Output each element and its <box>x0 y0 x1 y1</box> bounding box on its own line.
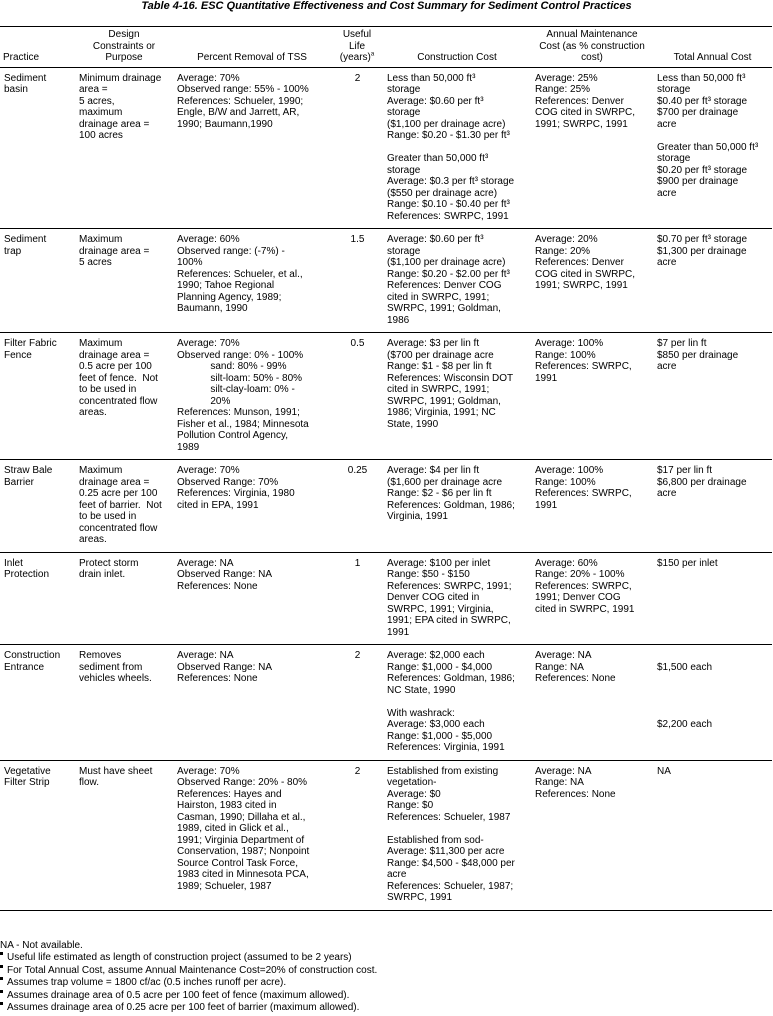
footnote-marker <box>0 1002 3 1005</box>
cell-maintenance: Average: 25% Range: 25% References: Denver COG cited in SWRPC, 1991; SWRPC, 1991 <box>531 67 653 229</box>
cell-maintenance: Average: 100% Range: 100% References: SWRPC, 1991 <box>531 460 653 553</box>
footnote-marker <box>0 952 3 955</box>
cell-removal: Average: NA Observed Range: NA References: None <box>173 645 331 761</box>
cell-maintenance: Average: 60% Range: 20% - 100% References: SWRPC, 1991; Denver COG cited in SWRPC, 1991 <box>531 552 653 645</box>
header-life: Useful Life (years)$^a$ <box>331 27 383 68</box>
cell-design: Must have sheet flow. <box>75 760 173 910</box>
cell-removal: Average: NA Observed Range: NA References: None <box>173 552 331 645</box>
cell-practice: Inlet Protection <box>0 552 75 645</box>
table-row <box>0 67 772 229</box>
cell-design: Protect storm drain inlet. <box>75 552 173 645</box>
cell-life: 0.5 <box>331 333 383 460</box>
cell-life: 2 <box>331 645 383 761</box>
table-row <box>0 645 772 761</box>
cell-removal: Average: 70% Observed range: 0% - 100% sand: 80% - 99% silt-loam: 50% - 80% silt-clay-loam: 0% - 20% References: Munson, 1991; Fisher et al., 1984; Minnesota Pollution Control Agency, 1989 <box>173 333 331 460</box>
cell-total: $17 per lin ft $6,800 per drainage acre <box>653 460 772 553</box>
cell-total: $0.70 per ft³ storage $1,300 per drainage acre <box>653 229 772 333</box>
cell-maintenance: Average: 100% Range: 100% References: SWRPC, 1991 <box>531 333 653 460</box>
cell-construction: Established from existing vegetation- Average: $0 Range: $0 References: Schueler, 1987 Established from sod- Average: $11,300 per acre Range: $4,500 - $48,000 per acre References: Schueler, 1987; SWRPC, 1991 <box>383 760 531 910</box>
table-footnotes <box>0 940 773 1014</box>
footnote: For Total Annual Cost, assume Annual Maintenance Cost=20% of construction cost. <box>0 965 773 977</box>
header-practice: Practice <box>0 27 75 68</box>
cell-construction: Average: $3 per lin ft ($700 per drainage acre Range: $1 - $8 per lin ft References: Wisconsin DOT cited in SWRPC, 1991; SWRPC, 1991; Goldman, 1986; Virginia, 1991; NC State, 1990 <box>383 333 531 460</box>
cell-life: 2 <box>331 760 383 910</box>
cell-removal: Average: 70% Observed range: 55% - 100% References: Schueler, 1990; Engle, B/W and Jarrett, AR, 1990; Baumann,1990 <box>173 67 331 229</box>
cell-practice: Construction Entrance <box>0 645 75 761</box>
header-construction: Construction Cost <box>383 27 531 68</box>
cell-removal: Average: 70% Observed Range: 70% References: Virginia, 1980 cited in EPA, 1991 <box>173 460 331 553</box>
cell-practice: Straw Bale Barrier <box>0 460 75 553</box>
cell-total: $7 per lin ft $850 per drainage acre <box>653 333 772 460</box>
table-row <box>0 552 772 645</box>
cell-construction: Average: $100 per inlet Range: $50 - $150 References: SWRPC, 1991; Denver COG cited in SWRPC, 1991; Virginia, 1991; EPA cited in SWRPC, 1991 <box>383 552 531 645</box>
header-row <box>0 27 772 68</box>
table-row <box>0 760 772 910</box>
cell-design: Removes sediment from vehicles wheels. <box>75 645 173 761</box>
footnote: Assumes drainage area of 0.25 acre per 100 feet of barrier (maximum allowed). <box>0 1002 773 1014</box>
table-title: Table 4-16. ESC Quantitative Effectiveness and Cost Summary for Sediment Control Practices <box>141 0 632 12</box>
cell-maintenance: Average: NA Range: NA References: None <box>531 760 653 910</box>
cost-summary-table <box>0 26 772 911</box>
cell-total: $150 per inlet <box>653 552 772 645</box>
cell-practice: Vegetative Filter Strip <box>0 760 75 910</box>
header-design: Design Constraints or Purpose <box>75 27 173 68</box>
cell-practice: Filter Fabric Fence <box>0 333 75 460</box>
cell-construction: Average: $2,000 each Range: $1,000 - $4,000 References: Goldman, 1986; NC State, 1990 With washrack: Average: $3,000 each Range: $1,000 - $5,000 References: Virginia, 1991 <box>383 645 531 761</box>
cell-total: $1,500 each $2,200 each <box>653 645 772 761</box>
cell-design: Maximum drainage area = 0.25 acre per 100 feet of barrier. Not to be used in concentrated flow areas. <box>75 460 173 553</box>
table-row <box>0 333 772 460</box>
cell-maintenance: Average: 20% Range: 20% References: Denver COG cited in SWRPC, 1991; SWRPC, 1991 <box>531 229 653 333</box>
cell-design: Minimum drainage area = 5 acres, maximum drainage area = 100 acres <box>75 67 173 229</box>
cell-design: Maximum drainage area = 5 acres <box>75 229 173 333</box>
table-row <box>0 460 772 553</box>
cell-total: NA <box>653 760 772 910</box>
cell-life: 1 <box>331 552 383 645</box>
footnote: Useful life estimated as length of construction project (assumed to be 2 years) <box>0 952 773 964</box>
cell-removal: Average: 70% Observed Range: 20% - 80% References: Hayes and Hairston, 1983 cited in Casman, 1990; Dillaha et al., 1989, cited in Glick et al., 1991; Virginia Department of Conservation, 1987; Nonpoint Source Control Task Force, 1983 cited in Minnesota PCA, 1989; Schueler, 1987 <box>173 760 331 910</box>
cell-life: 2 <box>331 67 383 229</box>
footnote-marker <box>0 990 3 993</box>
footnote-marker <box>0 977 3 980</box>
footnote-marker <box>0 965 3 968</box>
cell-life: 0.25 <box>331 460 383 553</box>
cell-construction: Average: $0.60 per ft³ storage ($1,100 per drainage acre) Range: $0.20 - $2.00 per ft³ References: Denver COG cited in SWRPC, 1991; SWRPC, 1991; Goldman, 1986 <box>383 229 531 333</box>
cell-construction: Average: $4 per lin ft ($1,600 per drainage acre Range: $2 - $6 per lin ft References: Goldman, 1986; Virginia, 1991 <box>383 460 531 553</box>
header-total: Total Annual Cost <box>653 27 772 68</box>
cell-practice: Sediment trap <box>0 229 75 333</box>
table-row <box>0 229 772 333</box>
cell-design: Maximum drainage area = 0.5 acre per 100 feet of fence. Not to be used in concentrated flow areas. <box>75 333 173 460</box>
cell-maintenance: Average: NA Range: NA References: None <box>531 645 653 761</box>
cell-construction: Less than 50,000 ft³ storage Average: $0.60 per ft³ storage ($1,100 per drainage acre) Range: $0.20 - $1.30 per ft³ Greater than 50,000 ft³ storage Average: $0.3 per ft³ storage ($550 per drainage acre) Range: $0.10 - $0.40 per ft³ References: SWRPC, 1991 <box>383 67 531 229</box>
footnote: Assumes drainage area of 0.5 acre per 100 feet of fence (maximum allowed). <box>0 990 773 1002</box>
cell-removal: Average: 60% Observed range: (-7%) - 100% References: Schueler, et al., 1990; Tahoe Regional Planning Agency, 1989; Baumann, 1990 <box>173 229 331 333</box>
footnote: Assumes trap volume = 1800 cf/ac (0.5 inches runoff per acre). <box>0 977 773 989</box>
cell-life: 1.5 <box>331 229 383 333</box>
cell-practice: Sediment basin <box>0 67 75 229</box>
cell-total: Less than 50,000 ft³ storage $0.40 per ft³ storage $700 per drainage acre Greater than 50,000 ft³ storage $0.20 per ft³ storage $900 per drainage acre <box>653 67 772 229</box>
header-removal: Percent Removal of TSS <box>173 27 331 68</box>
header-maintenance: Annual Maintenance Cost (as % construction cost) <box>531 27 653 68</box>
footnote: NA - Not available. <box>0 940 83 951</box>
